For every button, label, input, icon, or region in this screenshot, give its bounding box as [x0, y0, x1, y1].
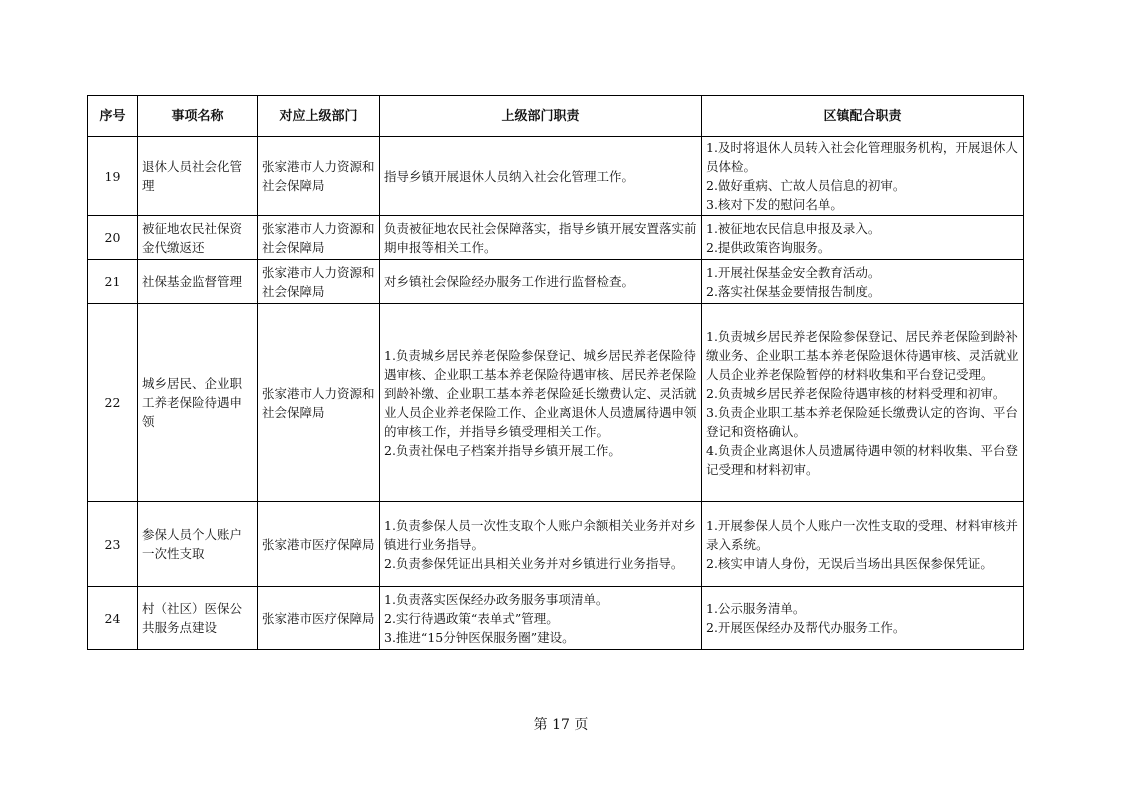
- upper-department: 张家港市医疗保障局: [258, 587, 380, 650]
- town-duty-cell: [702, 137, 1024, 216]
- upper-duty-line: 指导乡镇开展退休人员纳入社会化管理工作。: [384, 168, 635, 184]
- header-item-name: 事项名称: [138, 96, 258, 137]
- town-duty-line: 1.负责城乡居民养老保险参保登记、居民养老保险到龄补缴业务、企业职工基本养老保险退休待遇审核、灵活就业人员企业养老保险暂停的材料收集和平台登记受理。: [706, 328, 1019, 382]
- item-name: 退休人员社会化管理: [138, 137, 258, 216]
- row-number: 20: [88, 216, 138, 260]
- item-name: 城乡居民、企业职工养老保险待遇申领: [138, 304, 258, 502]
- responsibility-table: [87, 95, 1024, 650]
- town-duty-line: 2.做好重病、亡故人员信息的初审。: [706, 178, 906, 193]
- row-number: 24: [88, 587, 138, 650]
- table-row: [88, 260, 1024, 304]
- town-duty-line: 3.核对下发的慰问名单。: [706, 197, 843, 212]
- item-name: 村（社区）医保公共服务点建设: [138, 587, 258, 650]
- upper-duty-line: 2.实行待遇政策“表单式”管理。: [384, 610, 559, 626]
- town-duty-cell: [702, 260, 1024, 304]
- town-duty-cell: [702, 304, 1024, 502]
- town-duty-cell: [702, 502, 1024, 587]
- upper-duty-line: 1.负责参保人员一次性支取个人账户余额相关业务并对乡镇进行业务指导。: [384, 517, 696, 552]
- town-duty-line: 2.开展医保经办及帮代办服务工作。: [706, 620, 906, 635]
- upper-duty-line: 3.推进“15分钟医保服务圈”建设。: [384, 629, 575, 645]
- upper-department: 张家港市人力资源和社会保障局: [258, 260, 380, 304]
- town-duty-cell: [702, 216, 1024, 260]
- header-town-duty: 区镇配合职责: [702, 96, 1024, 137]
- table-header-row: [88, 96, 1024, 137]
- upper-duty-line: 2.负责参保凭证出具相关业务并对乡镇进行业务指导。: [384, 555, 684, 571]
- town-duty-line: 1.被征地农民信息申报及录入。: [706, 220, 881, 236]
- header-upper-dept: 对应上级部门: [258, 96, 380, 137]
- upper-duty-cell: [380, 587, 702, 650]
- upper-duty-cell: [380, 260, 702, 304]
- table-row: [88, 137, 1024, 216]
- town-duty-line: 2.核实申请人身份，无误后当场出具医保参保凭证。: [706, 555, 993, 571]
- row-number: 22: [88, 304, 138, 502]
- town-duty-cell: [702, 587, 1024, 650]
- table-row: [88, 304, 1024, 502]
- town-duty-line: 1.及时将退休人员转入社会化管理服务机构，开展退休人员体检。: [706, 140, 1018, 174]
- upper-duty-cell: [380, 502, 702, 587]
- town-duty-line: 1.开展参保人员个人账户一次性支取的受理、材料审核并录入系统。: [706, 517, 1018, 552]
- table-row: [88, 587, 1024, 650]
- table-row: [88, 216, 1024, 260]
- row-number: 23: [88, 502, 138, 587]
- header-no: 序号: [88, 96, 138, 137]
- town-duty-line: 1.公示服务清单。: [706, 601, 806, 616]
- upper-duty-cell: [380, 304, 702, 502]
- table-row: [88, 502, 1024, 587]
- upper-duty-cell: [380, 137, 702, 216]
- upper-duty-line: 对乡镇社会保险经办服务工作进行监督检查。: [384, 274, 635, 289]
- town-duty-line: 2.落实社保基金要情报告制度。: [706, 283, 881, 299]
- item-name: 参保人员个人账户一次性支取: [138, 502, 258, 587]
- upper-duty-cell: [380, 216, 702, 260]
- header-upper-duty: 上级部门职责: [380, 96, 702, 137]
- item-name: 被征地农民社保资金代缴返还: [138, 216, 258, 260]
- town-duty-line: 1.开展社保基金安全教育活动。: [706, 264, 881, 280]
- town-duty-line: 3.负责企业职工基本养老保险延长缴费认定的咨询、平台登记和资格确认。: [706, 404, 1018, 439]
- item-name: 社保基金监督管理: [138, 260, 258, 304]
- upper-duty-line: 负责被征地农民社会保障落实，指导乡镇开展安置落实前期申报等相关工作。: [384, 220, 697, 255]
- page-number: 第 17 页: [533, 717, 589, 733]
- upper-department: 张家港市人力资源和社会保障局: [258, 216, 380, 260]
- table-body: [88, 137, 1024, 650]
- upper-department: 张家港市医疗保障局: [258, 502, 380, 587]
- row-number: 21: [88, 260, 138, 304]
- upper-duty-line: 1.负责落实医保经办政务服务事项清单。: [384, 591, 609, 607]
- town-duty-line: 2.提供政策咨询服务。: [706, 239, 831, 255]
- upper-duty-line: 2.负责社保电子档案并指导乡镇开展工作。: [384, 442, 621, 458]
- row-number: 19: [88, 137, 138, 216]
- upper-department: 张家港市人力资源和社会保障局: [258, 304, 380, 502]
- town-duty-line: 4.负责企业离退休人员遗属待遇申领的材料收集、平台登记受理和材料初审。: [706, 442, 1018, 477]
- upper-duty-line: 1.负责城乡居民养老保险参保登记、城乡居民养老保险待遇审核、企业职工基本养老保险待遇审核、居民养老保险到龄补缴、企业职工基本养老保险延长缴费认定、灵活就业人员企业养老保险工作、企业离退休人员遗属待遇申领的审核工作，并指导乡镇受理相关工作。: [384, 347, 697, 439]
- upper-department: 张家港市人力资源和社会保障局: [258, 137, 380, 216]
- town-duty-line: 2.负责城乡居民养老保险待遇审核的材料受理和初审。: [706, 385, 1006, 401]
